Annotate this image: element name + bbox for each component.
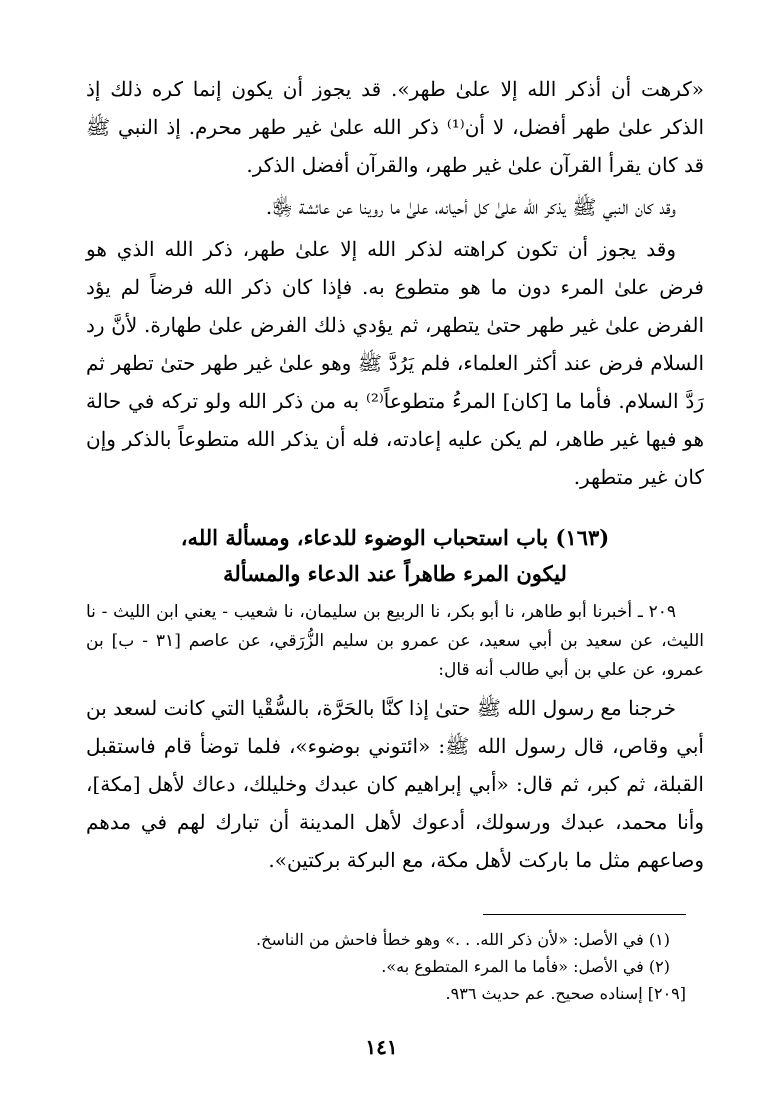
chapter-heading — [86, 520, 704, 592]
footnote-3: [٢٠٩] إسناده صحيح. عم حديث ٩٣٦. — [445, 984, 686, 1003]
page-number: ١٤١ — [365, 1035, 398, 1059]
paragraph-2: وقد كان النبي ﷺ يذكر الله علىٰ كل أحيانه، علىٰ ما روينا عن عائشة ﵂. — [265, 195, 676, 219]
paragraph-3: وقد يجوز أن تكون كراهته لذكر الله إلا علىٰ طهر، ذكر الله الذي هو فرض علىٰ المرء دون ما هو متطوع به. فإذا كان ذكر الله فرضاً لم يؤد الفرض علىٰ غير طهر حتىٰ يتطهر، ثم يؤدي ذلك الفرض علىٰ طهارة. لأنَّ رد السلام فرض عند أكثر العلماء، فلم يَرُدَّ ﷺ وهو علىٰ غير طهر حتىٰ تطهر ثم رَدَّ السلام. فأما ما [كان] المرءُ متطوعاً⁽²⁾ به من ذكر الله ولو تركه في حالة هو فيها غير طاهر، لم يكن عليه إعادته، فله أن يذكر الله متطوعاً بالذكر وإن كان غير متطهر. — [86, 237, 704, 489]
chapter-heading-line-1: (١٦٣) باب استحباب الوضوء للدعاء، ومسألة الله، — [180, 525, 610, 550]
footnotes — [120, 926, 686, 1007]
hadith-chain: ٢٠٩ ـ أخبرنا أبو طاهر، نا أبو بكر، نا الربيع بن سليمان، نا شعيب - يعني ابن الليث - نا الليث، عن سعيد بن أبي سعيد، عن عمرو بن سليم الزُّرَقي، عن عاصم [٣١ - ب] بن عمرو، عن علي بن أبي طالب أنه قال: — [86, 602, 704, 680]
chapter-heading-line-2: ليكون المرء طاهراً عند الدعاء والمسألة — [223, 561, 567, 586]
footnote-2: (٢) في الأصل: «فأما ما المرء المتطوع به». — [381, 957, 670, 976]
hadith-text: خرجنا مع رسول الله ﷺ حتىٰ إذا كنَّا بالحَرَّة، بالسُّقْيا التي كانت لسعد بن أبي وقاص، قال رسول الله ﷺ: «ائتوني بوضوء»، فلما توضأ قام فاستقبل القبلة، ثم كبر، ثم قال: «أبي إبراهيم كان عبدك وخليلك، دعاك لأهل [مكة]، وأنا محمد، عبدك ورسولك، أدعوك لأهل المدينة أن تبارك لهم في مدهم وصاعهم مثل ما باركت لأهل مكة، مع البركة بركتين». — [86, 696, 704, 872]
paragraph-1: «كرهت أن أذكر الله إلا علىٰ طهر». قد يجوز أن يكون إنما كره ذلك إذ الذكر علىٰ طهر أفضل، لا أن⁽¹⁾ ذكر الله علىٰ غير طهر محرم. إذ النبي ﷺ قد كان يقرأ القرآن علىٰ غير طهر، والقرآن أفضل الذكر. — [86, 77, 704, 177]
footnote-1: (١) في الأصل: «لأن ذكر الله. . .» وهو خطأ فاحش من الناسخ. — [256, 930, 670, 949]
footnote-divider — [483, 914, 686, 915]
page-body — [86, 70, 704, 883]
